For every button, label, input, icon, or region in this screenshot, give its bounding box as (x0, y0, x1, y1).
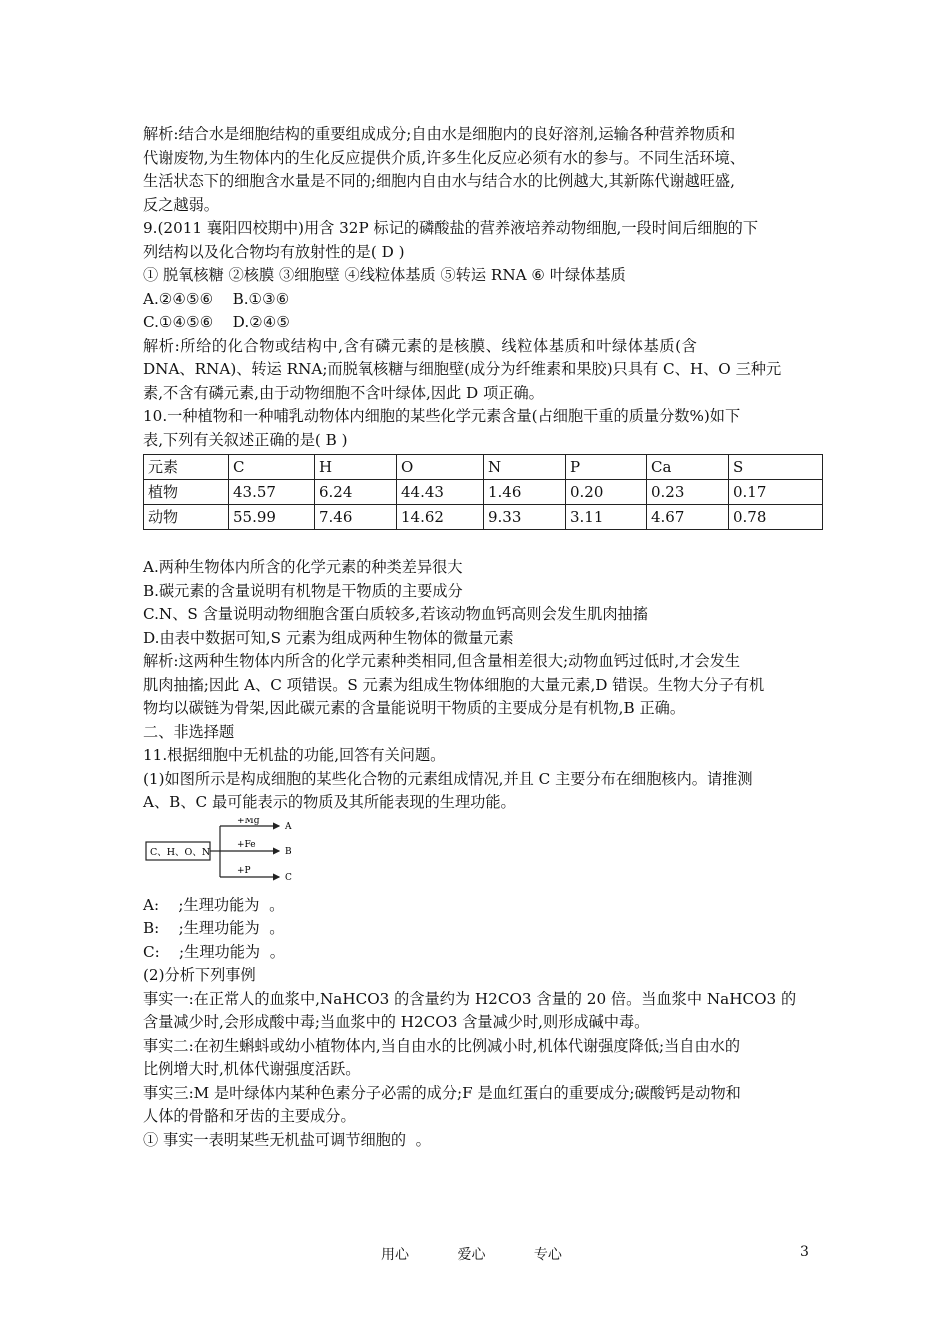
table-cell: C (229, 455, 315, 480)
question-11-part2: (2)分析下列事例 (143, 966, 256, 984)
branch-label: +Fe (237, 839, 256, 850)
table-header-row (144, 455, 823, 480)
answer-line-c: C: ;生理功能为 。 (143, 942, 285, 961)
answer-line-a: A: ;生理功能为 。 (143, 895, 285, 914)
analysis-9: 素,不含有磷元素,由于动物细胞不含叶绿体,因此 D 项正确。 (143, 383, 544, 402)
table-cell: Ca (647, 455, 729, 480)
question-11-part1: (1)如图所示是构成细胞的某些化合物的元素组成情况,并且 C 主要分布在细胞核内。请推测 (143, 769, 753, 788)
footer-word: 用心 (381, 1247, 409, 1263)
option-c: C.N、S 含量说明动物细胞含蛋白质较多,若该动物血钙高则会发生肌肉抽搐 (143, 605, 648, 623)
question-9: 列结构以及化合物均有放射性的是( D ) (143, 242, 405, 261)
footer-word: 专心 (533, 1247, 562, 1263)
table-cell: 0.23 (647, 480, 729, 505)
fact-2: 事实二:在初生蝌蚪或幼小植物体内,当自由水的比例减小时,机体代谢强度降低;当自由水的 (143, 1036, 741, 1055)
question-9-items: ① 脱氧核糖 ②核膜 ③细胞壁 ④线粒体基质 ⑤转运 RNA ⑥ 叶绿体基质 (143, 266, 626, 284)
fact-2: 比例增大时,机体代谢强度活跃。 (143, 1060, 361, 1078)
table-cell: 9.33 (484, 505, 566, 530)
footer-motto (381, 1244, 606, 1264)
question-10: 10.一种植物和一种哺乳动物体内细胞的某些化学元素含量(占细胞干重的质量分数%)如下 (143, 407, 741, 425)
table-cell: H (315, 455, 397, 480)
question-10: 表,下列有关叙述正确的是( B ) (143, 430, 348, 449)
target-label: C (285, 872, 292, 883)
text-line: 代谢废物,为生物体内的生化反应提供介质,许多生化反应必须有水的参与。不同生活环境、 (143, 148, 745, 167)
table-cell: S (729, 455, 823, 480)
table-cell: 7.46 (315, 505, 397, 530)
analysis-10: 物均以碳链为骨架,因此碳元素的含量能说明干物质的主要成分是有机物,B 正确。 (143, 699, 686, 717)
analysis-10: 肌肉抽搐;因此 A、C 项错误。S 元素为组成生物体细胞的大量元素,D 错误。生物大分子有机 (143, 675, 765, 694)
fact-1: 含量减少时,会形成酸中毒;当血浆中的 H2CO3 含量减少时,则形成碱中毒。 (143, 1013, 650, 1031)
table-row (144, 505, 823, 530)
table-cell: P (566, 455, 647, 480)
table-cell: 0.78 (729, 505, 823, 530)
page-number: 3 (800, 1244, 809, 1260)
question-9-options: C.①④⑤⑥ D.②④⑤ (143, 313, 290, 331)
source-label: C、H、O、N (150, 846, 211, 858)
branch-label: +Mg (237, 817, 260, 826)
table-cell: 1.46 (484, 480, 566, 505)
table-cell: 元素 (144, 455, 229, 480)
branch-label: +P (237, 865, 251, 876)
table-row (144, 480, 823, 505)
text-line: 生活状态下的细胞含水量是不同的;细胞内自由水与结合水的比例越大,其新陈代谢越旺盛, (143, 172, 735, 190)
table-cell: 0.17 (729, 480, 823, 505)
answer-line-b: B: ;生理功能为 。 (143, 919, 285, 937)
table-cell: 0.20 (566, 480, 647, 505)
fact-3: 人体的骨骼和牙齿的主要成分。 (143, 1107, 356, 1125)
section-heading: 二、非选择题 (143, 722, 235, 741)
question-9-options: A.②④⑤⑥ B.①③⑥ (143, 289, 290, 308)
table-cell: 3.11 (566, 505, 647, 530)
analysis-10: 解析:这两种生物体内所含的化学元素种类相同,但含量相差很大;动物血钙过低时,才会发生 (143, 652, 741, 670)
fact-1: 事实一:在正常人的血浆中,NaHCO3 的含量约为 H2CO3 含量的 20 倍。当血浆中 NaHCO3 的 (143, 989, 797, 1008)
table-cell: 植物 (144, 480, 229, 505)
option-a: A.两种生物体内所含的化学元素的种类差异很大 (143, 558, 463, 576)
question-11: 11.根据细胞中无机盐的功能,回答有关问题。 (143, 746, 446, 764)
footer-word: 爱心 (457, 1247, 486, 1263)
table-cell: O (397, 455, 484, 480)
table-cell: 14.62 (397, 505, 484, 530)
table-cell: N (484, 455, 566, 480)
target-label: B (285, 846, 292, 857)
analysis-9: DNA、RNA)、转运 RNA;而脱氧核糖与细胞壁(成分为纤维素和果胶)只具有 C、H、O 三种元 (143, 360, 782, 378)
text-line: 反之越弱。 (143, 195, 219, 214)
element-composition-diagram (145, 818, 811, 888)
element-table (143, 454, 823, 530)
table-cell: 4.67 (647, 505, 729, 530)
target-label: A (285, 821, 292, 832)
analysis-9: 解析:所给的化合物或结构中,含有磷元素的是核膜、线粒体基质和叶绿体基质(含 (143, 336, 698, 355)
table-cell: 43.57 (229, 480, 315, 505)
table-cell: 55.99 (229, 505, 315, 530)
diagram-svg (145, 818, 305, 888)
question-9: 9.(2011 襄阳四校期中)用含 32P 标记的磷酸盐的营养液培养动物细胞,一段时间后细胞的下 (143, 219, 759, 237)
question-11-part1: A、B、C 最可能表示的物质及其所能表现的生理功能。 (143, 793, 516, 811)
fact-3: 事实三:M 是叶绿体内某种色素分子必需的成分;F 是血红蛋白的重要成分;碳酸钙是动物和 (143, 1083, 741, 1102)
page-content (143, 123, 811, 1152)
sub-question-1: ① 事实一表明某些无机盐可调节细胞的 。 (143, 1130, 431, 1149)
table-cell: 动物 (144, 505, 229, 530)
option-d: D.由表中数据可知,S 元素为组成两种生物体的微量元素 (143, 628, 514, 647)
table-cell: 44.43 (397, 480, 484, 505)
option-b: B.碳元素的含量说明有机物是干物质的主要成分 (143, 581, 463, 600)
table-cell: 6.24 (315, 480, 397, 505)
text-line: 解析:结合水是细胞结构的重要组成成分;自由水是细胞内的良好溶剂,运输各种营养物质和 (143, 125, 736, 143)
